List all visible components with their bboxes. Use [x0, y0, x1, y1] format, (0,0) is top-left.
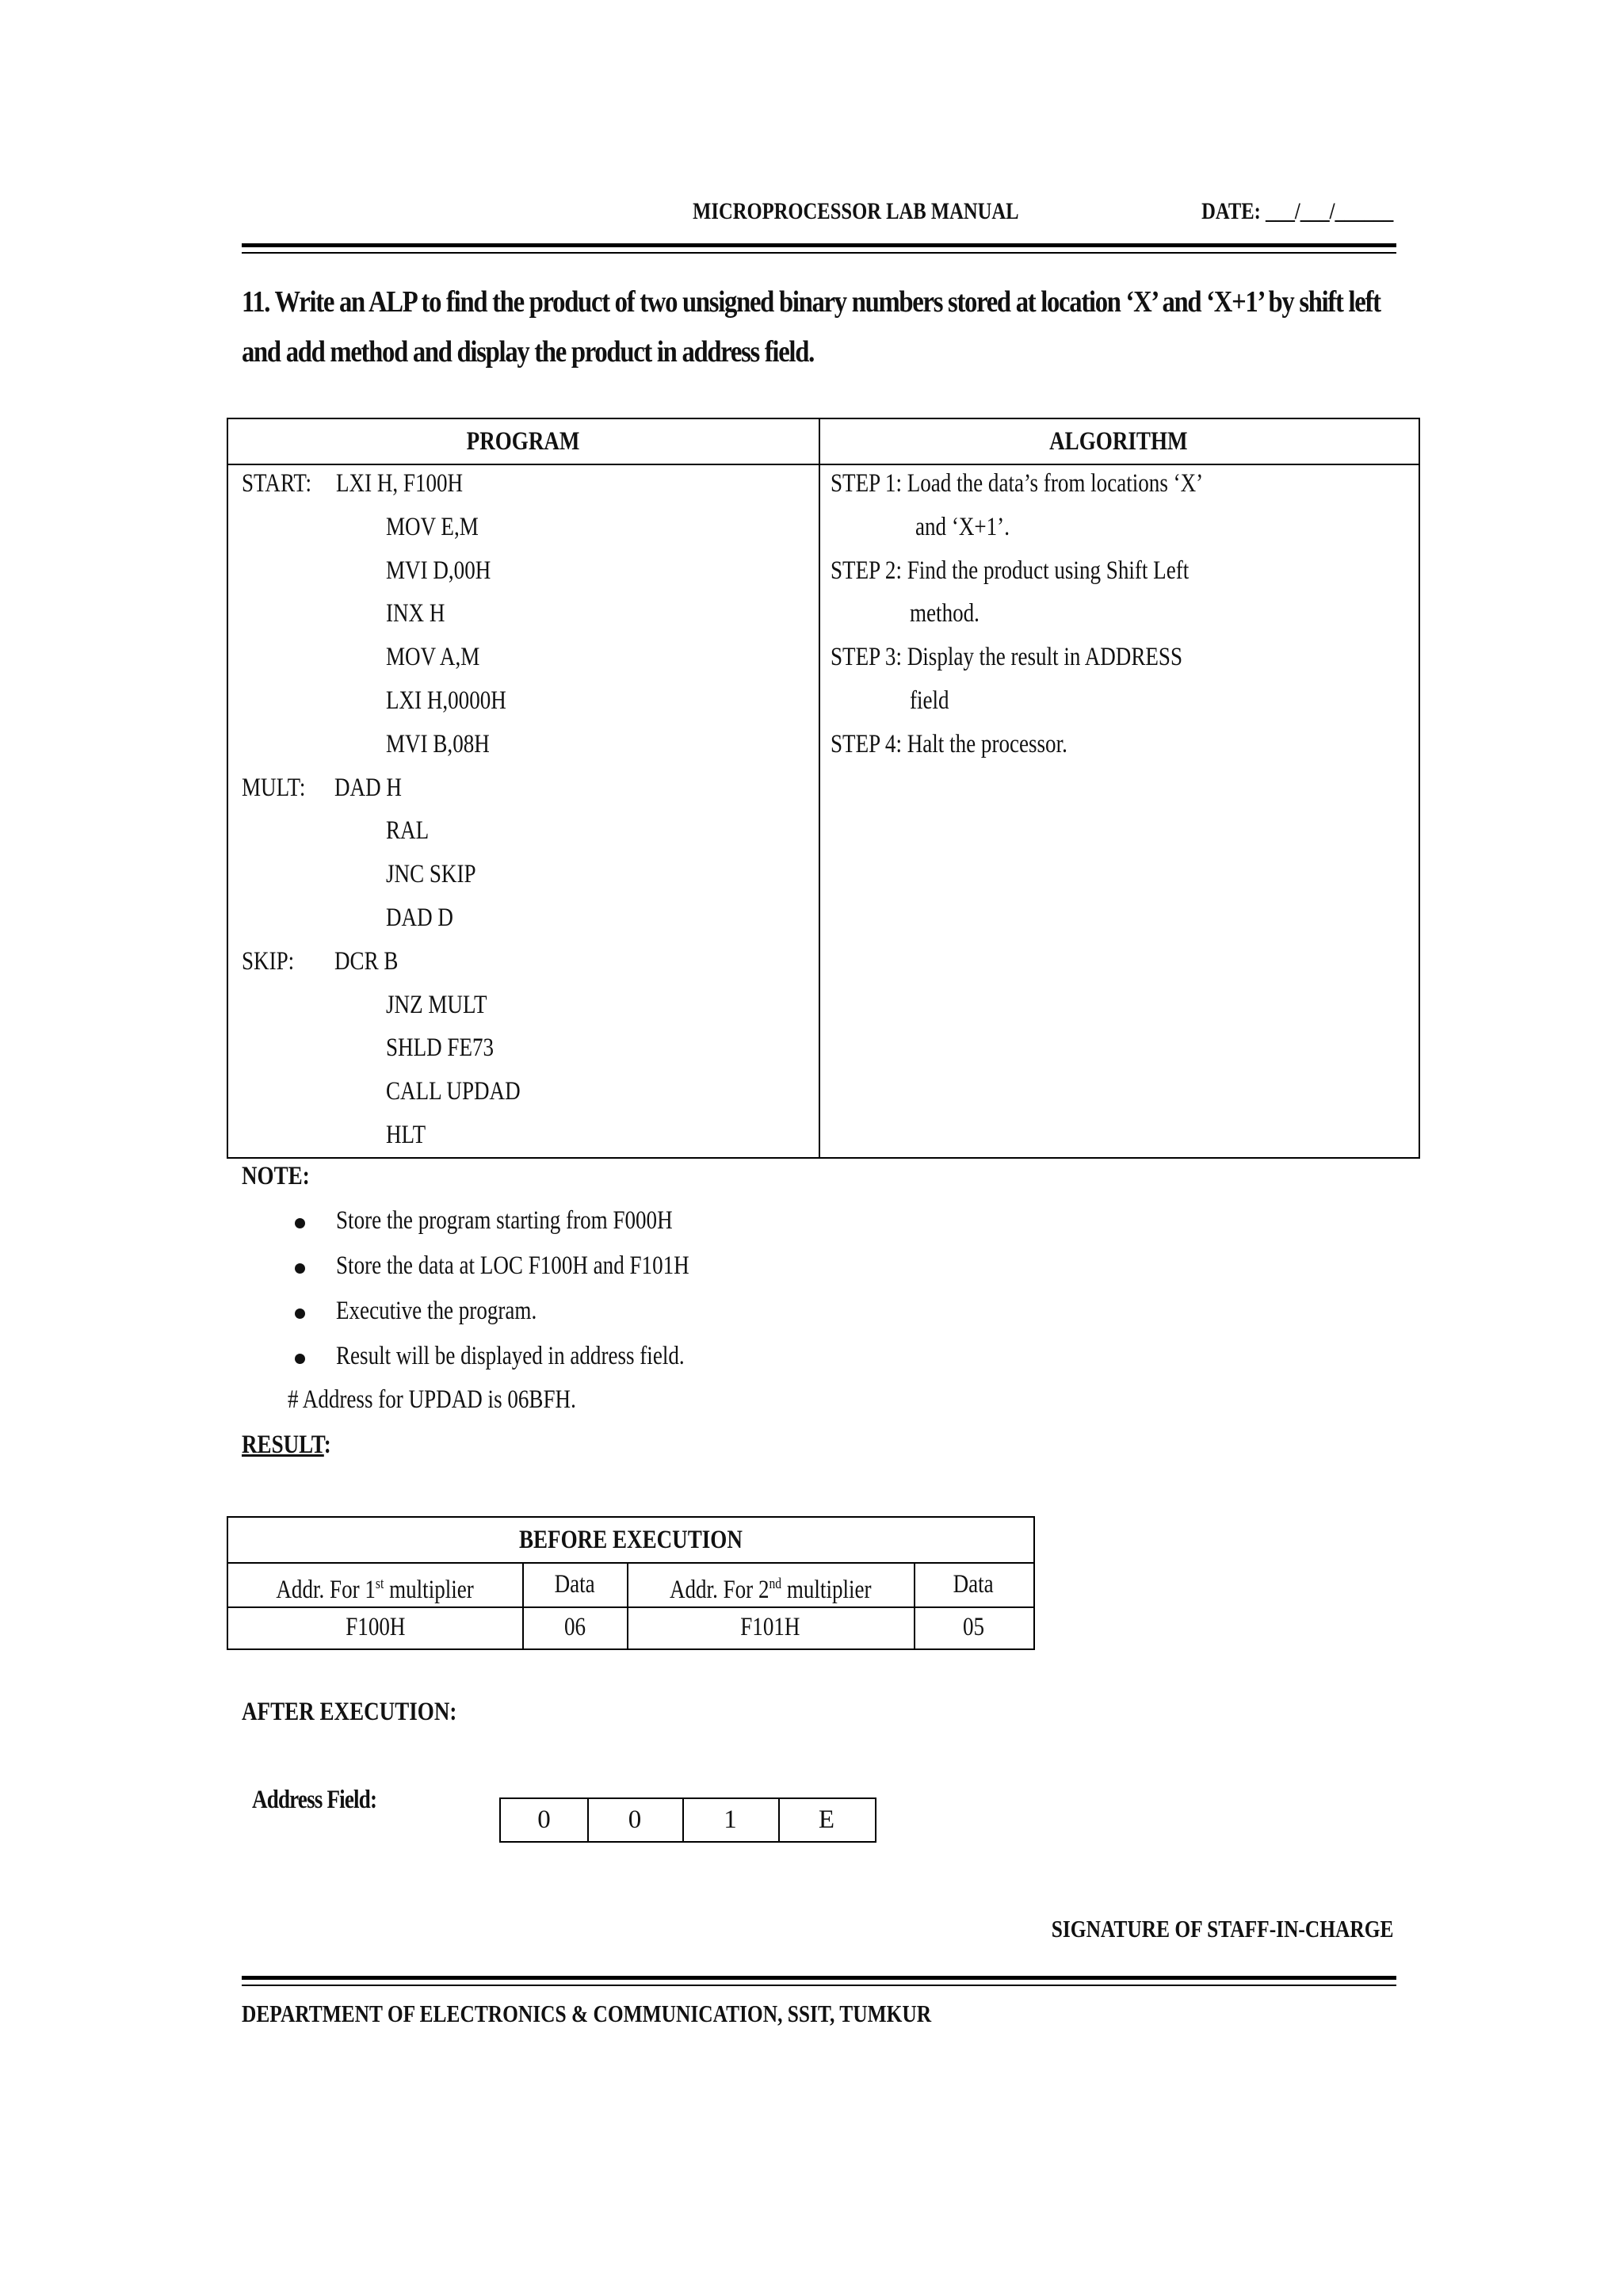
result-heading: RESULT:	[242, 1431, 331, 1459]
bullet-icon	[295, 1263, 305, 1274]
code-label: START:	[242, 469, 312, 498]
question-text	[242, 277, 1415, 377]
code-instruction: JNZ MULT	[386, 991, 487, 1019]
algorithm-header: ALGORITHM	[1049, 427, 1188, 456]
code-instruction: MOV A,M	[386, 643, 480, 671]
updad-address-note: # Address for UPDAD is 06BFH.	[288, 1385, 576, 1414]
code-label: SKIP:	[242, 947, 295, 976]
code-label: MULT:	[242, 774, 306, 802]
bullet-icon	[295, 1218, 305, 1228]
department-footer: DEPARTMENT OF ELECTRONICS & COMMUNICATION, SSIT, TUMKUR	[242, 2000, 932, 2027]
address-field-display	[499, 1797, 876, 1843]
code-instruction: DAD H	[334, 774, 402, 802]
header-rule-thick	[242, 243, 1396, 247]
algorithm-line: STEP 4: Halt the processor.	[831, 730, 1067, 758]
algorithm-line: field	[910, 686, 949, 715]
question-line-1: 11. Write an ALP to find the product of two unsigned binary numbers stored at location ‘X’ and ‘X+1’ by shift left	[242, 285, 1381, 319]
footer-rule-thin	[242, 1985, 1396, 1986]
footer-rule-thick	[242, 1976, 1396, 1980]
before-execution-title: BEFORE EXECUTION	[519, 1526, 743, 1554]
col-header-second-multiplier-addr: Addr. For 2nd multiplier	[669, 1576, 872, 1604]
cell-second-data: 05	[962, 1613, 985, 1641]
col-header-first-multiplier-addr: Addr. For 1st multiplier	[276, 1576, 475, 1604]
note-item: Store the program starting from F000H	[336, 1206, 673, 1235]
col-header-data-1: Data	[554, 1570, 595, 1599]
algorithm-line: STEP 1: Load the data’s from locations ‘X’	[831, 469, 1204, 498]
cell-second-addr: F101H	[740, 1613, 800, 1641]
note-item: Result will be displayed in address field.	[336, 1342, 685, 1370]
cell-first-data: 06	[563, 1613, 586, 1641]
code-instruction: INX H	[386, 599, 445, 628]
running-header-date: DATE: ___/___/______	[1201, 198, 1393, 224]
program-header: PROGRAM	[467, 427, 580, 456]
code-instruction: SHLD FE73	[386, 1033, 495, 1062]
note-item: Executive the program.	[336, 1297, 537, 1325]
code-instruction: MVI B,08H	[386, 730, 490, 758]
code-instruction: LXI H,0000H	[386, 686, 506, 715]
code-instruction: DCR B	[334, 947, 399, 976]
bullet-icon	[295, 1354, 305, 1364]
note-item: Store the data at LOC F100H and F101H	[336, 1251, 689, 1280]
address-digit: 1	[724, 1805, 737, 1834]
address-digit: 0	[537, 1805, 551, 1834]
question-line-2: and add method and display the product in address field.	[242, 335, 814, 369]
code-instruction: MOV E,M	[386, 513, 479, 541]
code-instruction: HLT	[386, 1121, 426, 1149]
code-instruction: DAD D	[386, 904, 453, 932]
address-digit: E	[818, 1805, 835, 1834]
code-instruction: MVI D,00H	[386, 556, 491, 585]
col-header-data-2: Data	[953, 1570, 995, 1599]
code-instruction: CALL UPDAD	[386, 1077, 521, 1106]
address-field-label: Address Field:	[252, 1786, 377, 1814]
staff-signature-label: SIGNATURE OF STAFF-IN-CHARGE	[1051, 1915, 1393, 1943]
running-header-title: MICROPROCESSOR LAB MANUAL	[693, 198, 1019, 224]
after-execution-heading: AFTER EXECUTION:	[242, 1698, 457, 1726]
code-instruction: LXI H, F100H	[336, 469, 464, 498]
cell-first-addr: F100H	[345, 1613, 406, 1641]
note-heading: NOTE:	[242, 1162, 310, 1190]
bullet-icon	[295, 1308, 305, 1319]
code-instruction: RAL	[386, 816, 430, 845]
address-digit: 0	[628, 1805, 642, 1834]
algorithm-line: STEP 2: Find the product using Shift Left	[831, 556, 1190, 585]
algorithm-line: STEP 3: Display the result in ADDRESS	[831, 643, 1183, 671]
algorithm-line: and ‘X+1’.	[915, 513, 1010, 541]
algorithm-line: method.	[910, 599, 980, 628]
header-rule-thin	[242, 252, 1396, 254]
before-execution-table	[227, 1516, 1035, 1650]
code-instruction: JNC SKIP	[386, 860, 476, 888]
